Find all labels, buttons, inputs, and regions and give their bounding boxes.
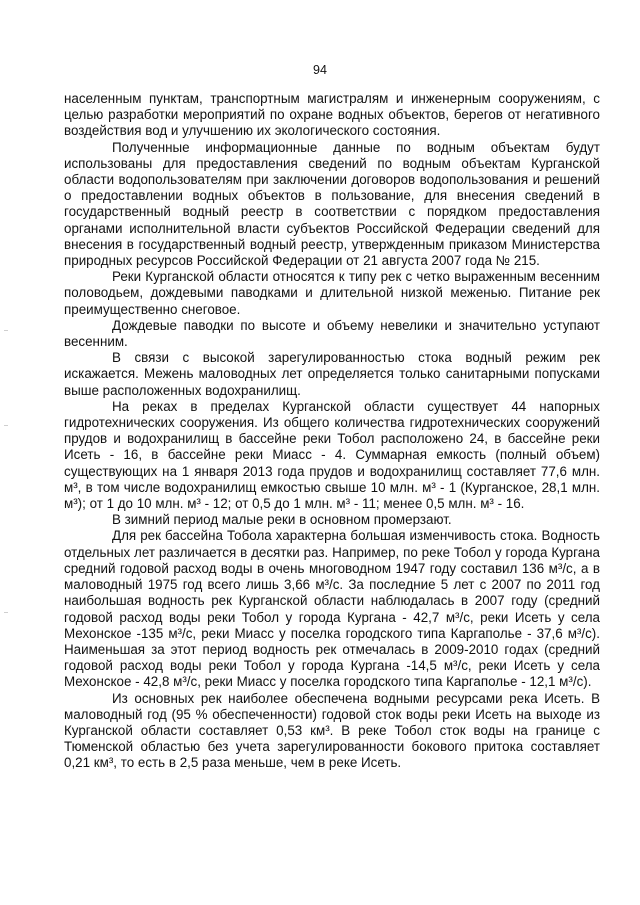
paragraph-info-usage: Полученные информационные данные по водным объектам будут использованы для предоставления сведений по водным объектам Курганской области водопользователям при заключении договоров водопользования и решений о предоставлении водных объектов в пользование, для внесения сведений в государственный водный реестр в соответствии с порядком предоставления органами исполнительной власти субъектов Российской Федерации сведений для внесения в государственный водный реестр, утвержденным приказом Министерства природных ресурсов Российской Федерации от 21 августа 2007 года № 215. bbox=[64, 139, 600, 269]
paragraph-continuation: населенным пунктам, транспортным магистралям и инженерным сооружениям, с целью разработки мероприятий по охране водных объектов, берегов от негативного воздействия вод и улучшению их экологического состояния. bbox=[64, 91, 600, 139]
paragraph-river-type: Реки Курганской области относятся к типу рек с четко выраженным весенним половодьем, дождевыми паводками и длительной низкой меженью. Питание рек преимущественно снеговое. bbox=[64, 269, 600, 317]
body-text bbox=[64, 91, 600, 772]
paragraph-winter-freeze: В зимний период малые реки в основном промерзают. bbox=[112, 512, 452, 528]
scan-margin-mark bbox=[4, 612, 8, 613]
paragraph-regulation: В связи с высокой зарегулированностью стока водный режим рек искажается. Межень маловодных лет определяется только санитарными попусками выше расположенных водохранилищ. bbox=[64, 350, 600, 398]
paragraph-rain-floods: Дождевые паводки по высоте и объему невелики и значительно уступают весенним. bbox=[64, 317, 600, 350]
scan-margin-mark bbox=[4, 330, 8, 331]
paragraph-hydro-structures: На реках в пределах Курганской области существует 44 напорных гидротехнических сооружения. Из общего количества гидротехнических сооружений прудов и водохранилищ в бассейне реки Тобол расположено 24, в бассейне реки Исеть - 16, в бассейне реки Миасс - 4. Суммарная емкость (полный объем) существующих на 1 января 2013 года прудов и водохранилищ составляет 77,6 млн. м³, в том числе водохранилищ емкостью свыше 10 млн. м³ - 1 (Курганское, 28,1 млн. м³); от 1 до 10 млн. м³ - 12; от 0,5 до 1 млн. м³ - 11; менее 0,5 млн. м³ - 16. bbox=[64, 398, 600, 512]
paragraph-water-resources: Из основных рек наиболее обеспечена водными ресурсами река Исеть. В маловодный год (95 % обеспеченности) годовой сток воды реки Исеть на выходе из Курганской области составляет 0,53 км³. В реке Тобол сток воды на границе с Тюменской областью без учета зарегулированности бокового притока составляет 0,21 км³, то есть в 2,5 раза меньше, чем в реке Исеть. bbox=[64, 690, 600, 771]
page-number: 94 bbox=[313, 63, 327, 77]
scan-margin-mark bbox=[4, 425, 8, 426]
paragraph-flow-variability: Для рек бассейна Тобола характерна большая изменчивость стока. Водность отдельных лет различается в десятки раз. Например, по реке Тобол у города Кургана средний годовой расход воды в очень многоводном 1947 году составил 136 м³/с, а в маловодный 1975 год всего лишь 3,66 м³/с. За последние 5 лет с 2007 по 2011 год наибольшая водность рек Курганской области наблюдалась в 2007 году (средний годовой расход воды реки Тобол у города Кургана - 42,7 м³/с, реки Исеть у села Мехонское -135 м³/с, реки Миасс у поселка городского типа Каргаполье - 37,6 м³/с). Наименьшая за этот период водность рек отмечалась в 2009-2010 годах (средний годовой расход воды реки Тобол у города Кургана -14,5 м³/с, реки Исеть у села Мехонское - 42,8 м³/с, реки Миасс у поселка городского типа Каргаполье - 12,1 м³/с). bbox=[64, 528, 600, 690]
